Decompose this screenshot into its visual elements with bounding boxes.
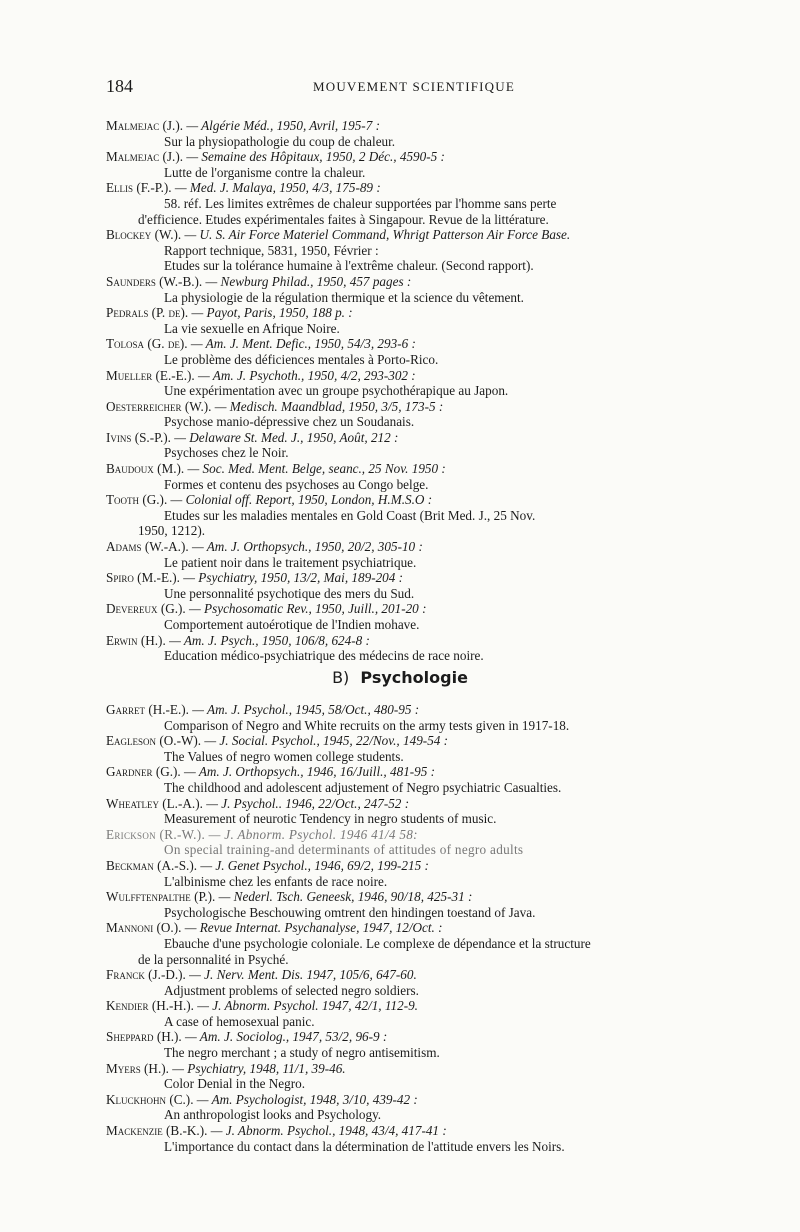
entry-author: Tolosa (G. de). xyxy=(106,336,188,352)
entry-source: — Am. Psychologist, 1948, 3/10, 439-42 : xyxy=(196,1091,418,1107)
bibliography-entry xyxy=(106,539,726,570)
entry-citation xyxy=(106,827,726,843)
entry-description-line: An anthropologist looks and Psychology. xyxy=(164,1107,382,1123)
entry-author: Kluckhohn (C.). xyxy=(106,1091,194,1107)
entry-description-line: de la personnalité in Psyché. xyxy=(138,951,289,967)
entry-author: Ivins (S.-P.). xyxy=(106,429,171,445)
entry-source: — Am. J. Orthopsych., 1946, 16/Juill., 481-95 : xyxy=(184,764,436,780)
bibliography-entry xyxy=(106,227,726,274)
bibliography-entry xyxy=(106,827,726,858)
bibliography-entry xyxy=(106,998,726,1029)
entry-citation xyxy=(106,274,726,290)
section-letter: B) xyxy=(332,668,350,687)
entry-author: Garret (H.-E.). xyxy=(106,702,189,717)
entry-author: Wulfftenpalthe (P.). xyxy=(106,889,216,905)
page-header xyxy=(0,76,800,100)
entry-author: Pedrals (P. de). xyxy=(106,305,189,321)
entry-description-line: Sur la physiopathologie du coup de chaleur. xyxy=(164,133,396,149)
entry-citation xyxy=(106,118,726,134)
entry-author: Gardner (G.). xyxy=(106,764,181,780)
bibliography-entry xyxy=(106,733,726,764)
bibliography-entry xyxy=(106,149,726,180)
entry-description-line: Psychose manio-dépressive chez un Soudanais. xyxy=(164,414,415,430)
entry-source: — Psychiatry, 1948, 11/1, 39-46. xyxy=(172,1060,346,1076)
bibliography-section-a xyxy=(106,118,726,664)
section-heading-psychologie xyxy=(0,668,800,687)
entry-author: Wheatley (L.-A.). xyxy=(106,795,203,811)
bibliography-section-b xyxy=(106,702,726,1154)
entry-description-line: Comparison of Negro and White recruits on the army tests given in 1917-18. xyxy=(164,717,570,733)
entry-description-line: Psychoses chez le Noir. xyxy=(164,445,289,461)
entry-citation xyxy=(106,336,726,352)
bibliography-entry xyxy=(106,336,726,367)
bibliography-entry xyxy=(106,399,726,430)
entry-author: Mueller (E.-E.). xyxy=(106,367,195,383)
entry-citation xyxy=(106,570,726,586)
bibliography-entry xyxy=(106,118,726,149)
entry-source: — Semaine des Hôpitaux, 1950, 2 Déc., 4590-5 : xyxy=(186,149,445,165)
entry-source: — Nederl. Tsch. Geneesk, 1946, 90/18, 425-31 : xyxy=(218,889,473,905)
entry-citation xyxy=(106,180,726,196)
entry-author: Sheppard (H.). xyxy=(106,1029,182,1045)
bibliography-entry xyxy=(106,1123,726,1154)
entry-citation xyxy=(106,539,726,555)
entry-source: — Algérie Méd., 1950, Avril, 195-7 : xyxy=(186,118,380,133)
entry-description-line: L'albinisme chez les enfants de race noire. xyxy=(164,873,388,889)
entry-author: Saunders (W.-B.). xyxy=(106,273,203,289)
entry-citation xyxy=(106,461,726,477)
bibliography-entry xyxy=(106,889,726,920)
entry-description-line: 1950, 1212). xyxy=(138,523,206,539)
entry-author: Erickson (R.-W.). xyxy=(106,826,206,842)
entry-description-line: The childhood and adolescent adjustement of Negro psychiatric Casualties. xyxy=(164,779,562,795)
bibliography-entry xyxy=(106,601,726,632)
entry-description-line: Measurement of neurotic Tendency in negro students of music. xyxy=(164,811,497,827)
bibliography-entry xyxy=(106,967,726,998)
entry-description-line: Etudes sur la tolérance humaine à l'extrême chaleur. (Second rapport). xyxy=(164,258,534,274)
entry-author: Tooth (G.). xyxy=(106,492,168,508)
entry-author: Baudoux (M.). xyxy=(106,461,185,477)
entry-description-line: Lutte de l'organisme contre la chaleur. xyxy=(164,164,366,180)
bibliography-entry xyxy=(106,368,726,399)
entry-citation xyxy=(106,858,726,874)
entry-source: — J. Abnorm. Psychol. 1946 41/4 58: xyxy=(208,826,418,842)
entry-author: Malmejac (J.). xyxy=(106,118,184,133)
entry-description-line: Color Denial in the Negro. xyxy=(164,1076,305,1092)
entry-description-line: Une personnalité psychotique des mers du Sud. xyxy=(164,585,415,601)
entry-description-line: Le patient noir dans le traitement psychiatrique. xyxy=(164,554,417,570)
bibliography-entry xyxy=(106,305,726,336)
entry-citation xyxy=(106,702,726,718)
section-title: Psychologie xyxy=(360,668,468,687)
entry-description-line: Formes et contenu des psychoses au Congo belge. xyxy=(164,476,429,492)
entry-author: Mackenzie (B.-K.). xyxy=(106,1123,208,1139)
entry-citation xyxy=(106,1092,726,1108)
entry-description-line: d'efficience. Etudes expérimentales faites à Singapour. Revue de la littérature. xyxy=(138,211,549,227)
entry-source: — Payot, Paris, 1950, 188 p. : xyxy=(191,305,353,321)
entry-description-line: Rapport technique, 5831, 1950, Février : xyxy=(164,242,379,258)
bibliography-entry xyxy=(106,920,726,967)
entry-citation xyxy=(106,1061,726,1077)
entry-description-line: Adjustment problems of selected negro soldiers. xyxy=(164,982,419,998)
entry-description-line: Une expérimentation avec un groupe psychothérapique au Japon. xyxy=(164,383,509,399)
bibliography-entry xyxy=(106,858,726,889)
bibliography-entry xyxy=(106,570,726,601)
entry-author: Malmejac (J.). xyxy=(106,149,184,165)
entry-description-line: On special training-and determinants of attitudes of negro adults xyxy=(164,842,524,858)
entry-source: — J. Abnorm. Psychol. 1947, 42/1, 112-9. xyxy=(197,998,418,1014)
entry-citation xyxy=(106,601,726,617)
entry-author: Erwin (H.). xyxy=(106,632,166,648)
entry-citation xyxy=(106,149,726,165)
entry-citation xyxy=(106,920,726,936)
entry-description-line: Ebauche d'une psychologie coloniale. Le complexe de dépendance et la structure xyxy=(164,935,591,951)
entry-citation xyxy=(106,967,726,983)
entry-citation xyxy=(106,227,726,243)
entry-description-line: The negro merchant ; a study of negro antisemitism. xyxy=(164,1045,440,1061)
entry-description-line: Etudes sur les maladies mentales en Gold Coast (Brit Med. J., 25 Nov. xyxy=(164,507,536,523)
entry-description-line: La vie sexuelle en Afrique Noire. xyxy=(164,320,340,336)
entry-author: Oesterreicher (W.). xyxy=(106,398,212,414)
entry-citation xyxy=(106,1029,726,1045)
entry-description-line: Le problème des déficiences mentales à Porto-Rico. xyxy=(164,351,439,367)
entry-source: — Am. J. Orthopsych., 1950, 20/2, 305-10 : xyxy=(191,539,423,555)
entry-author: Eagleson (O.-W). xyxy=(106,733,202,749)
entry-source: — Am. J. Ment. Defic., 1950, 54/3, 293-6 : xyxy=(190,336,416,352)
bibliography-entry xyxy=(106,430,726,461)
entry-source: — Med. J. Malaya, 1950, 4/3, 175-89 : xyxy=(174,180,381,196)
entry-source: — Colonial off. Report, 1950, London, H.M.S.O : xyxy=(170,492,433,508)
entry-author: Mannoni (O.). xyxy=(106,920,182,936)
entry-source: — Soc. Med. Ment. Belge, seanc., 25 Nov. 1950 : xyxy=(187,461,446,477)
entry-author: Myers (H.). xyxy=(106,1060,169,1076)
entry-citation xyxy=(106,796,726,812)
bibliography-entry xyxy=(106,796,726,827)
entry-description-line: Comportement autoérotique de l'Indien mohave. xyxy=(164,617,420,632)
entry-source: — Am. J. Sociolog., 1947, 53/2, 96-9 : xyxy=(185,1029,388,1045)
entry-author: Franck (J.-D.). xyxy=(106,967,186,983)
entry-citation xyxy=(106,733,726,749)
entry-source: — U. S. Air Force Materiel Command, Whrigt Patterson Air Force Base. xyxy=(184,227,571,243)
entry-source: — Delaware St. Med. J., 1950, Août, 212 : xyxy=(174,429,399,445)
entry-source: — J. Nerv. Ment. Dis. 1947, 105/6, 647-60. xyxy=(189,967,417,983)
entry-source: — Am. J. Psychoth., 1950, 4/2, 293-302 : xyxy=(198,367,416,383)
entry-description-line: L'importance du contact dans la détermination de l'attitude envers les Noirs. xyxy=(164,1138,565,1154)
entry-citation xyxy=(106,889,726,905)
entry-author: Ellis (F.-P.). xyxy=(106,180,172,196)
entry-source: — Am. J. Psych., 1950, 106/8, 624-8 : xyxy=(169,632,370,648)
entry-source: — J. Abnorm. Psychol., 1948, 43/4, 417-41 : xyxy=(210,1123,447,1139)
entry-author: Devereux (G.). xyxy=(106,601,186,617)
page-number: 184 xyxy=(106,76,133,96)
entry-source: — Psychosomatic Rev., 1950, Juill., 201-20 : xyxy=(189,601,427,617)
bibliography-entry xyxy=(106,180,726,227)
entry-description-line: The Values of negro women college students. xyxy=(164,748,404,764)
entry-author: Kendier (H.-H.). xyxy=(106,998,194,1014)
entry-description-line: 58. réf. Les limites extrêmes de chaleur supportées par l'homme sans perte xyxy=(164,195,557,211)
entry-source: — J. Genet Psychol., 1946, 69/2, 199-215 : xyxy=(200,857,429,873)
entry-citation xyxy=(106,430,726,446)
entry-source: — Revue Internat. Psychanalyse, 1947, 12/Oct. : xyxy=(184,920,443,936)
entry-description-line: Psychologische Beschouwing omtrent den hindingen toestand of Java. xyxy=(164,904,536,920)
entry-source: — Newburg Philad., 1950, 457 pages : xyxy=(205,273,412,289)
entry-source: — Psychiatry, 1950, 13/2, Mai, 189-204 : xyxy=(183,570,404,586)
bibliography-entry xyxy=(106,764,726,795)
entry-description-line: La physiologie de la régulation thermique et la science du vêtement. xyxy=(164,289,524,305)
entry-citation xyxy=(106,399,726,415)
entry-author: Beckman (A.-S.). xyxy=(106,857,198,873)
bibliography-entry xyxy=(106,274,726,305)
entry-source: — Medisch. Maandblad, 1950, 3/5, 173-5 : xyxy=(214,398,444,414)
bibliography-entry xyxy=(106,702,726,733)
entry-author: Adams (W.-A.). xyxy=(106,539,189,555)
entry-citation xyxy=(106,1123,726,1139)
entry-citation xyxy=(106,633,726,649)
entry-description-line: A case of hemosexual panic. xyxy=(164,1013,315,1029)
entry-citation xyxy=(106,998,726,1014)
running-title: MOUVEMENT SCIENTIFIQUE xyxy=(312,79,515,94)
entry-source: — J. Social. Psychol., 1945, 22/Nov., 149-54 : xyxy=(204,733,449,749)
bibliography-entry xyxy=(106,633,726,664)
entry-citation xyxy=(106,492,726,508)
entry-citation xyxy=(106,368,726,384)
bibliography-entry xyxy=(106,1061,726,1092)
bibliography-entry xyxy=(106,1092,726,1123)
entry-citation xyxy=(106,305,726,321)
entry-source: — Am. J. Psychol., 1945, 58/Oct., 480-95 : xyxy=(192,702,420,717)
bibliography-entry xyxy=(106,1029,726,1060)
entry-citation xyxy=(106,764,726,780)
bibliography-entry xyxy=(106,461,726,492)
entry-source: — J. Psychol.. 1946, 22/Oct., 247-52 : xyxy=(206,795,410,811)
bibliography-entry xyxy=(106,492,726,539)
entry-description-line: Education médico-psychiatrique des médecins de race noire. xyxy=(164,648,484,664)
entry-author: Spiro (M.-E.). xyxy=(106,570,180,586)
entry-author: Blockey (W.). xyxy=(106,227,182,243)
